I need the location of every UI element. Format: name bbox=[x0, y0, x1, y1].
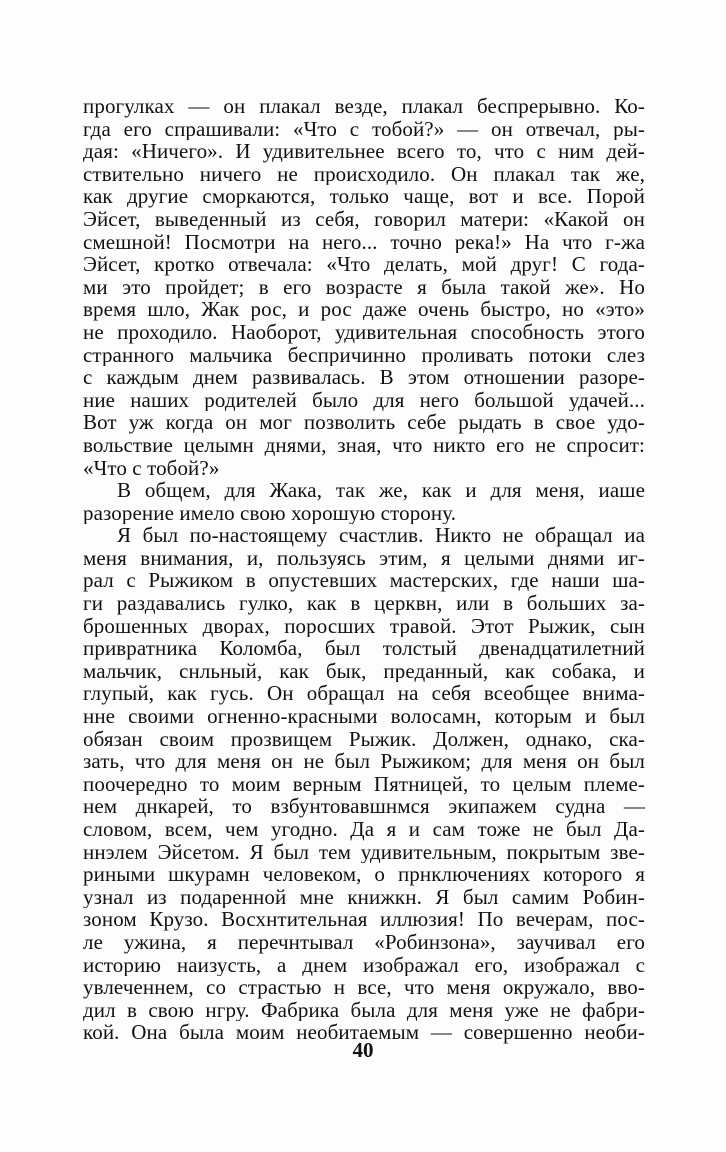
text-line: риными шкурамн человеком, о прнключениях которого я bbox=[83, 863, 645, 886]
text-line: ннэлем Эйсетом. Я был тем удивительным, покрытым зве- bbox=[83, 840, 645, 864]
text-line: нем днкарей, то взбунтовавшнмся экипажем судна — bbox=[83, 795, 645, 818]
text-line: ние наших родителей было для него большой удачей... bbox=[83, 388, 645, 412]
text-line: разорение имело свою хорошую сторону. bbox=[83, 501, 457, 525]
text-line: обязан своим прозвищем Рыжик. Должен, однако, ска- bbox=[83, 727, 645, 751]
text-line: брошенных дворах, поросших травой. Этот Рыжик, сын bbox=[83, 614, 645, 638]
text-line: историю наизусть, а днем изображал его, изображал с bbox=[83, 953, 645, 977]
paragraph-start-line: Я был по-настоящему счастлив. Никто не обращал иа bbox=[117, 524, 645, 547]
text-line: нне своими огненно-красными волосамн, которым и был bbox=[83, 705, 645, 728]
text-line: гда его спрашивали: «Что с тобой?» — он отвечал, ры- bbox=[83, 117, 645, 141]
text-line: Эйсет, выведенный из себя, говорил матери: «Какой он bbox=[83, 207, 645, 231]
text-line: ствительно ничего не происходило. Он плакал так же, bbox=[83, 162, 645, 186]
text-line: «Что с тобой?» bbox=[83, 456, 220, 480]
text-line: ги раздавались гулко, как в церквн, или в больших за- bbox=[83, 592, 645, 615]
text-line: дил в свою нгру. Фабрика была для меня уже не фабри- bbox=[83, 998, 645, 1022]
text-line: с каждым днем развивалась. В этом отношении разоре- bbox=[83, 366, 645, 389]
text-line: глупый, как гусь. Он обращал на себя всеобщее внима- bbox=[83, 682, 645, 706]
text-line: словом, всем, чем угодно. Да я и сам тоже не был Да- bbox=[83, 818, 645, 841]
text-line: Вот уж когда он мог позволить себе рыдать в свое удо- bbox=[83, 411, 645, 434]
page-number: 40 bbox=[352, 1038, 374, 1062]
text-line: зать, что для меня он не был Рыжиком; для меня он был bbox=[83, 750, 645, 773]
text-line: время шло, Жак рос, и рос даже очень быстро, но «это» bbox=[83, 298, 645, 321]
text-line: кой. Она была моим необитаемым — совершенно необи- bbox=[83, 1021, 645, 1044]
text-line: как другие сморкаются, только чаще, вот и все. Порой bbox=[83, 185, 645, 208]
text-line: меня внимания, и, пользуясь этим, я целыми днями иг- bbox=[83, 546, 645, 570]
text-line: мальчик, снльный, как бык, преданный, как собака, и bbox=[83, 659, 645, 683]
text-line: поочередно то моим верным Пятницей, то целым племе- bbox=[83, 772, 645, 796]
text-line: смешной! Посмотри на него... точно река!» На что г-жа bbox=[83, 230, 645, 254]
text-line: зоном Крузо. Восхнтительная иллюзия! По вечерам, пос- bbox=[83, 908, 645, 931]
text-line: не проходило. Наоборот, удивительная способность этого bbox=[83, 320, 645, 344]
text-line: привратника Коломба, был толстый двенадцатилетний bbox=[83, 637, 645, 660]
text-line: дая: «Ничего». И удивительнее всего то, что с ним дей- bbox=[83, 140, 645, 163]
text-line: узнал из подаренной мне книжкн. Я был самим Робин- bbox=[83, 885, 645, 909]
body-text bbox=[83, 95, 645, 1044]
text-line: увлеченнем, со страстью н все, что меня окружало, вво- bbox=[83, 976, 645, 999]
text-line: Эйсет, кротко отвечала: «Что делать, мой друг! С года- bbox=[83, 253, 645, 276]
text-line: прогулках — он плакал везде, плакал беспрерывно. Ко- bbox=[83, 95, 645, 118]
text-line: вольствие целымн днями, зная, что никто его не спросит: bbox=[83, 433, 645, 457]
paragraph-start-line: В общем, для Жака, так же, как и для меня, иаше bbox=[117, 479, 645, 502]
text-line: ми это пройдет; в его возрасте я была такой же». Но bbox=[83, 275, 645, 299]
text-line: ле ужина, я перечнтывал «Робинзона», заучивал его bbox=[83, 930, 645, 954]
text-line: странного мальчика беспричинно проливать потоки слез bbox=[83, 343, 645, 367]
text-line: рал с Рыжиком в опустевших мастерских, где наши ша- bbox=[83, 569, 645, 593]
